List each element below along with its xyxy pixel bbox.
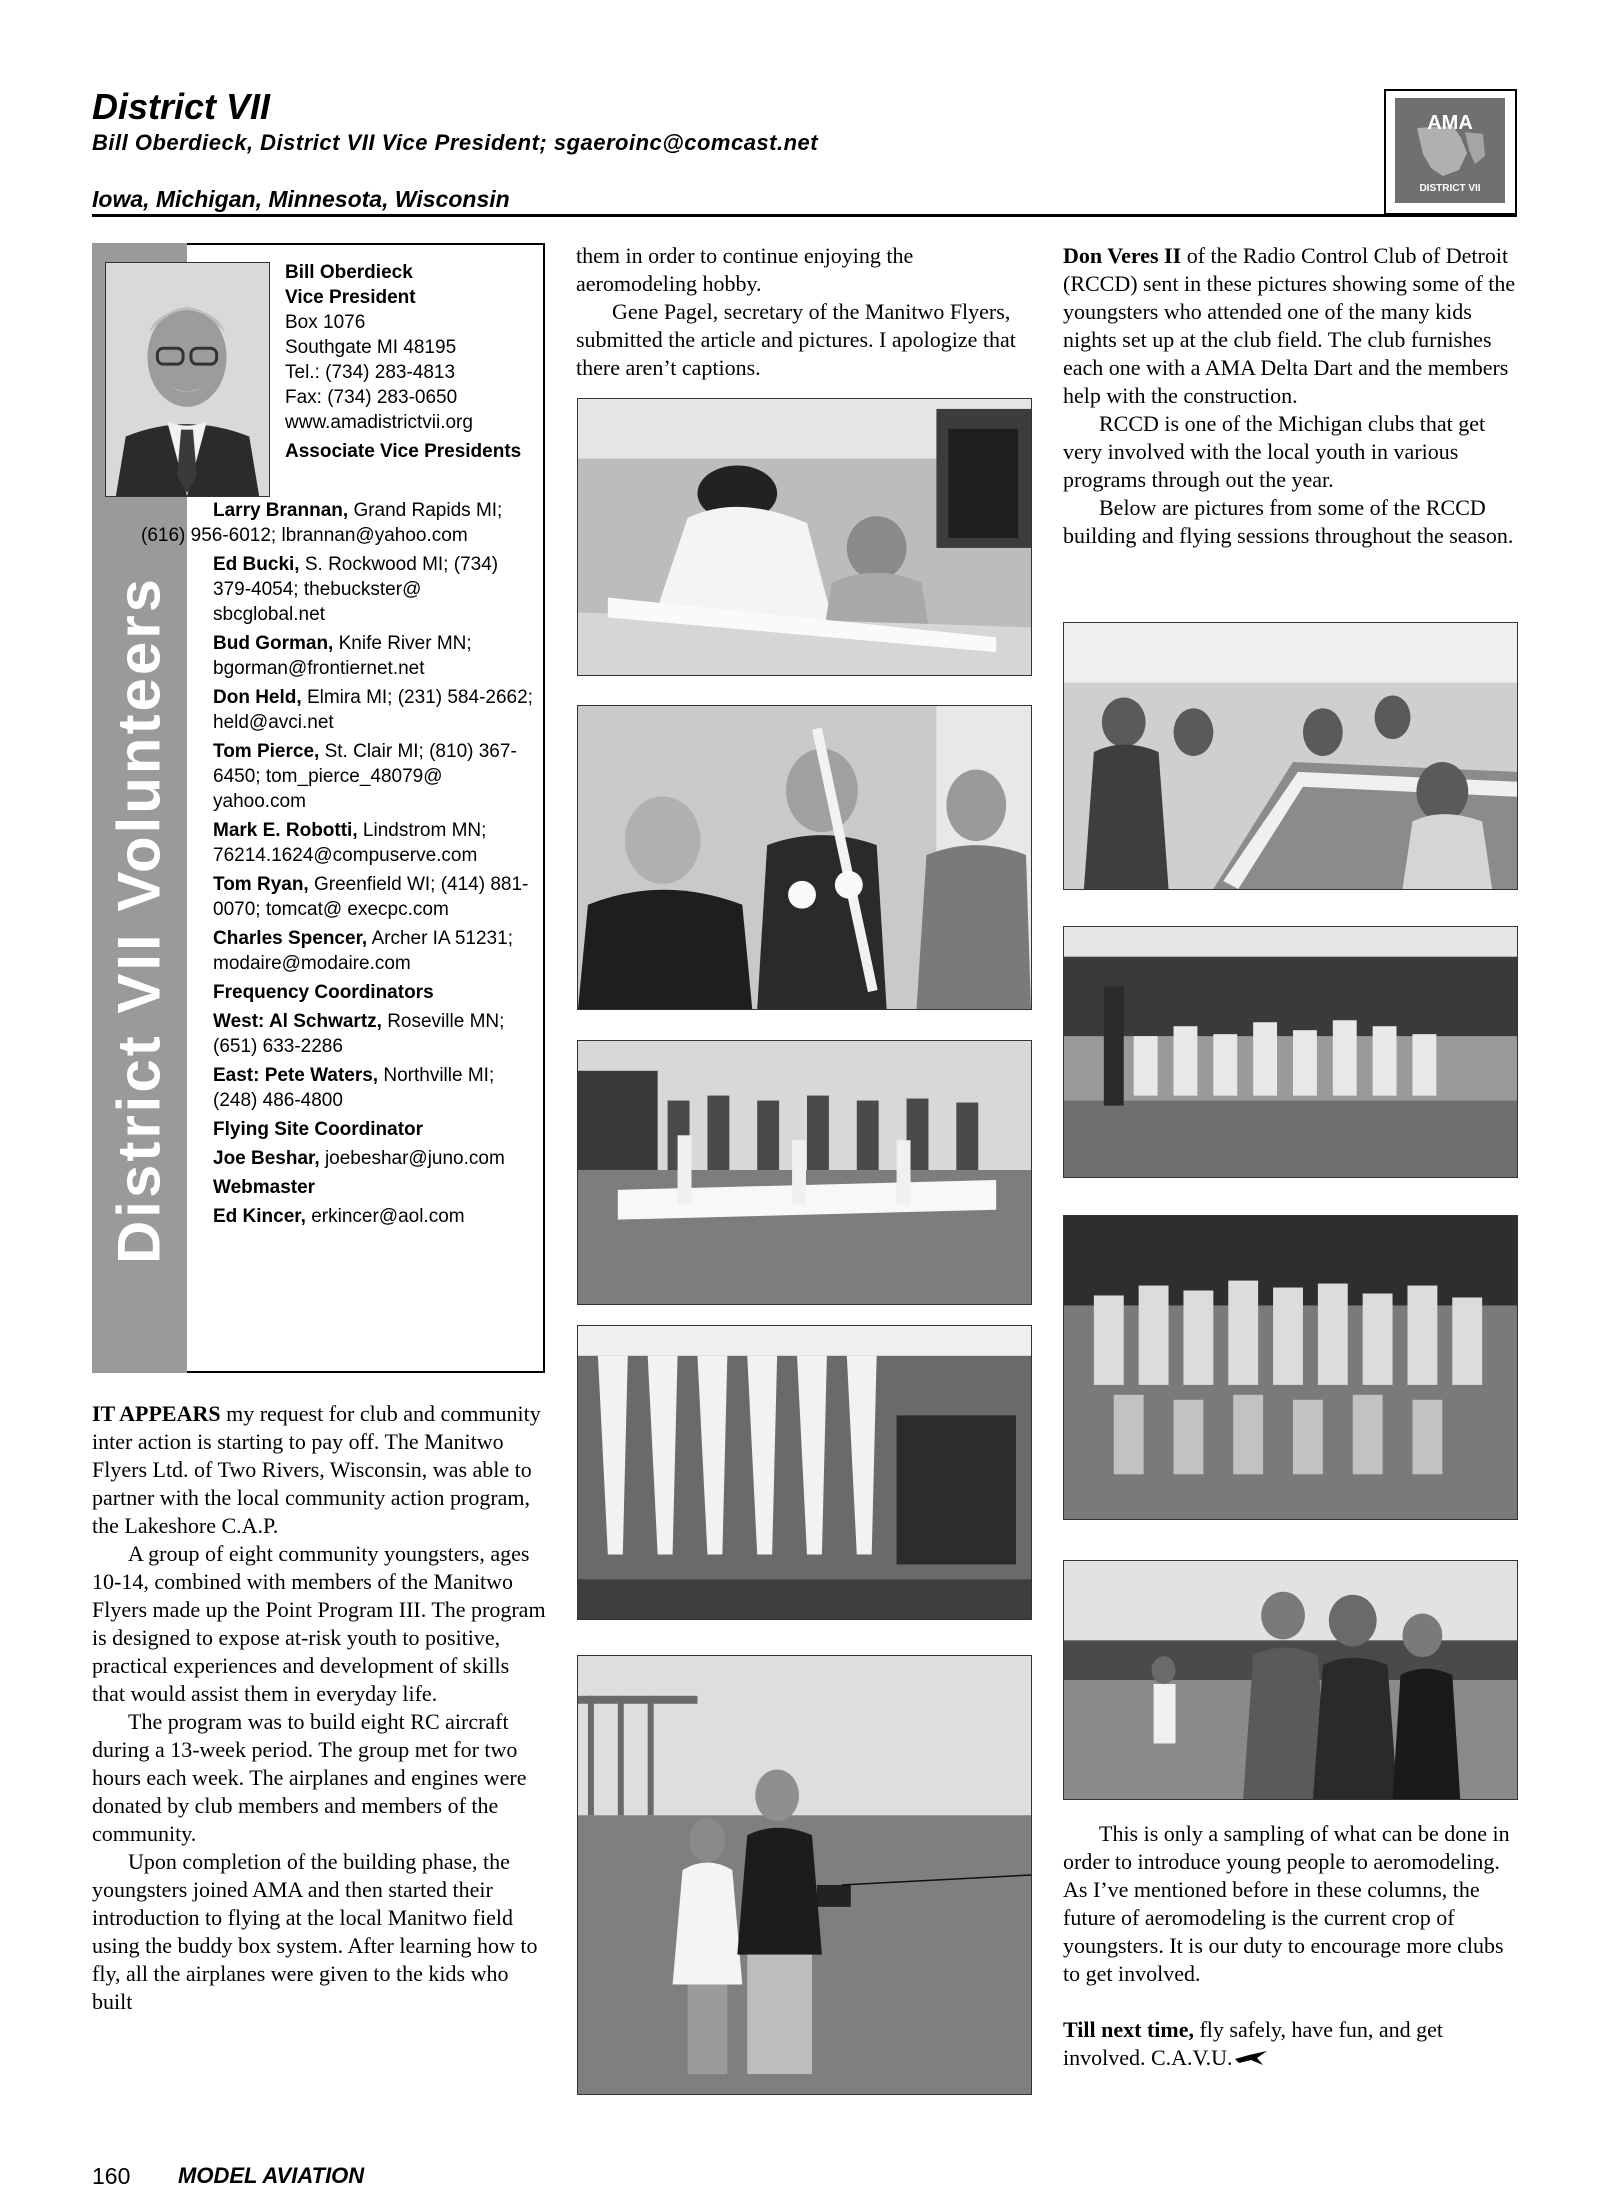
volunteer-details: Elmira MI; (231) 584-2662; held@avci.net: [213, 687, 533, 733]
article-column-2: [576, 242, 1031, 382]
volunteer-name: Ed Bucki,: [213, 554, 300, 575]
flying-site-heading: Flying Site Coordinator: [213, 1119, 424, 1140]
webmaster-heading: Webmaster: [213, 1177, 316, 1198]
logo-district-label: DISTRICT VII: [1419, 183, 1481, 194]
volunteer-name: West: Al Schwartz,: [213, 1011, 382, 1032]
logo-abbreviation: AMA: [1427, 112, 1473, 134]
volunteer-entry: [141, 498, 538, 548]
article-paragraph: of the Radio Control Club of Detroit (RCCD) sent in these pictures showing some of the youngsters who attended one of the many kids nights set up at the club field. The club furnishes each one with a AMA Delta Dart and the members help with the construction.: [1063, 243, 1516, 408]
volunteer-details: Archer IA 51231; modaire@modaire.com: [213, 928, 513, 974]
volunteer-entry: [213, 1009, 538, 1059]
volunteer-entry: [213, 1146, 538, 1171]
volunteer-name: Charles Spencer,: [213, 928, 368, 949]
article-paragraph: Gene Pagel, secretary of the Manitwo Flyers, submitted the article and pictures. I apologize that there aren’t captions.: [576, 299, 1016, 380]
article-paragraph: my request for club and community inter action is starting to pay off. The Manitwo Flyers Ltd. of Two Rivers, Wisconsin, was able to partner with the local community action program, the Lakeshore C.A.P.: [92, 1401, 541, 1538]
frequency-coordinators-heading: Frequency Coordinators: [213, 982, 434, 1003]
vp-address-line2: Southgate MI 48195: [285, 337, 457, 358]
article-paragraph: them in order to continue enjoying the aeromodeling hobby.: [576, 243, 914, 296]
volunteer-entry: [213, 926, 538, 976]
photo-building-instructor: [577, 705, 1032, 1010]
article-paragraph: Below are pictures from some of the RCCD building and flying sessions throughout the season.: [1063, 495, 1514, 548]
volunteer-entry: [213, 818, 538, 868]
vp-address-line1: Box 1076: [285, 312, 366, 333]
photo-flying-buddy-box: [577, 1655, 1032, 2095]
article-column-3-closing: [1063, 1820, 1521, 2072]
volunteer-entry: [213, 739, 538, 814]
volunteer-name: Don Held,: [213, 687, 302, 708]
volunteer-list: [141, 498, 538, 1233]
article-paragraph: This is only a sampling of what can be done in order to introduce young people to aeromodeling. As I’ve mentioned before in these columns, the future of aeromodeling is the current crop of youngsters. It is our duty to encourage more clubs to get involved.: [1063, 1821, 1510, 1986]
associate-vp-heading: Associate Vice Presidents: [285, 441, 522, 462]
volunteer-name: Ed Kincer,: [213, 1206, 306, 1227]
article-column-1: [92, 1400, 547, 2016]
volunteer-entry: [213, 1204, 538, 1229]
volunteer-entry: [213, 685, 538, 735]
article-paragraph: The program was to build eight RC aircraft during a 13-week period. The group met for two hours each week. The airplanes and engines were donated by club members and members of the community.: [92, 1709, 527, 1846]
magazine-name: MODEL AVIATION: [178, 2163, 365, 2188]
district-states: Iowa, Michigan, Minnesota, Wisconsin: [92, 186, 510, 212]
vp-telephone: Tel.: (734) 283-4813: [285, 362, 456, 383]
photo-kids-group-field: [1063, 1215, 1518, 1520]
volunteer-details: Greenfield WI; (414) 881-0070; tomcat@ execpc.com: [213, 874, 529, 920]
article-column-3: [1063, 242, 1521, 550]
photo-watching-flight: [1063, 1560, 1518, 1800]
volunteer-details: Grand Rapids MI; (616) 956-6012; lbrannan@yahoo.com: [141, 500, 503, 546]
vp-name: Bill Oberdieck: [285, 262, 413, 283]
article-lead-in: IT APPEARS: [92, 1401, 221, 1426]
volunteer-details: joebeshar@juno.com: [324, 1148, 505, 1169]
vice-president-portrait: [105, 262, 270, 497]
ama-end-mark-icon: [1233, 2046, 1269, 2064]
volunteer-details: Roseville MN; (651) 633-2286: [213, 1011, 505, 1057]
volunteer-details: Knife River MN; bgorman@frontiernet.net: [213, 633, 472, 679]
volunteer-entry: [213, 1063, 538, 1113]
volunteer-name: Larry Brannan,: [213, 500, 349, 521]
closing-text: fly safely, have fun, and get involved. C.A.V.U.: [1063, 2017, 1444, 2070]
article-lead-in: Don Veres II: [1063, 243, 1182, 268]
volunteer-name: Joe Beshar,: [213, 1148, 320, 1169]
article-paragraph: A group of eight community youngsters, ages 10-14, combined with members of the Manitwo Flyers made up the Point Program III. The program is designed to expose at-risk youth to positive, practical experiences and development of skills that would assist them in everyday life.: [92, 1541, 546, 1706]
closing-lead-in: Till next time,: [1063, 2017, 1194, 2042]
volunteer-details: Lindstrom MN; 76214.1624@compuserve.com: [213, 820, 487, 866]
photo-kids-building-tables: [1063, 622, 1518, 890]
paragraph-spacer: [1063, 1988, 1521, 2016]
district-title: District VII: [92, 86, 271, 127]
photo-airplanes-in-trailer: [577, 1325, 1032, 1620]
vp-website: www.amadistrictvii.org: [285, 412, 473, 433]
article-paragraph: RCCD is one of the Michigan clubs that get very involved with the local youth in various programs through out the year.: [1063, 411, 1486, 492]
page-number: 160: [92, 2163, 131, 2189]
volunteer-entry: [213, 872, 538, 922]
vice-president-byline: Bill Oberdieck, District VII Vice President; sgaeroinc@comcast.net: [92, 130, 819, 155]
volunteers-vertical-title: District VII Volunteers: [105, 575, 173, 1265]
vp-role: Vice President: [285, 287, 416, 308]
volunteer-name: Mark E. Robotti,: [213, 820, 358, 841]
photo-kids-group-shelter: [1063, 926, 1518, 1178]
volunteer-name: Tom Pierce,: [213, 741, 320, 762]
volunteer-details: St. Clair MI; (810) 367-6450; tom_pierce_48079@ yahoo.com: [213, 741, 517, 812]
volunteer-name: Tom Ryan,: [213, 874, 309, 895]
volunteer-name: Bud Gorman,: [213, 633, 334, 654]
volunteer-entry: [213, 552, 538, 627]
photo-group-with-airplanes: [577, 1040, 1032, 1305]
volunteer-details: S. Rockwood MI; (734) 379-4054; thebuckster@ sbcglobal.net: [213, 554, 499, 625]
header-rule: [92, 214, 1517, 217]
article-paragraph: Upon completion of the building phase, the youngsters joined AMA and then started their introduction to flying at the local Manitwo field using the buddy box system. After learning how to fly, all the airplanes were given to the kids who built: [92, 1849, 538, 2014]
photo-building-workshop: [577, 398, 1032, 676]
volunteer-name: East: Pete Waters,: [213, 1065, 379, 1086]
volunteer-details: erkincer@aol.com: [311, 1206, 465, 1227]
vp-fax: Fax: (734) 283-0650: [285, 387, 458, 408]
volunteer-details: Northville MI; (248) 486-4800: [213, 1065, 495, 1111]
vice-president-contact: [285, 260, 540, 464]
volunteer-entry: [213, 631, 538, 681]
